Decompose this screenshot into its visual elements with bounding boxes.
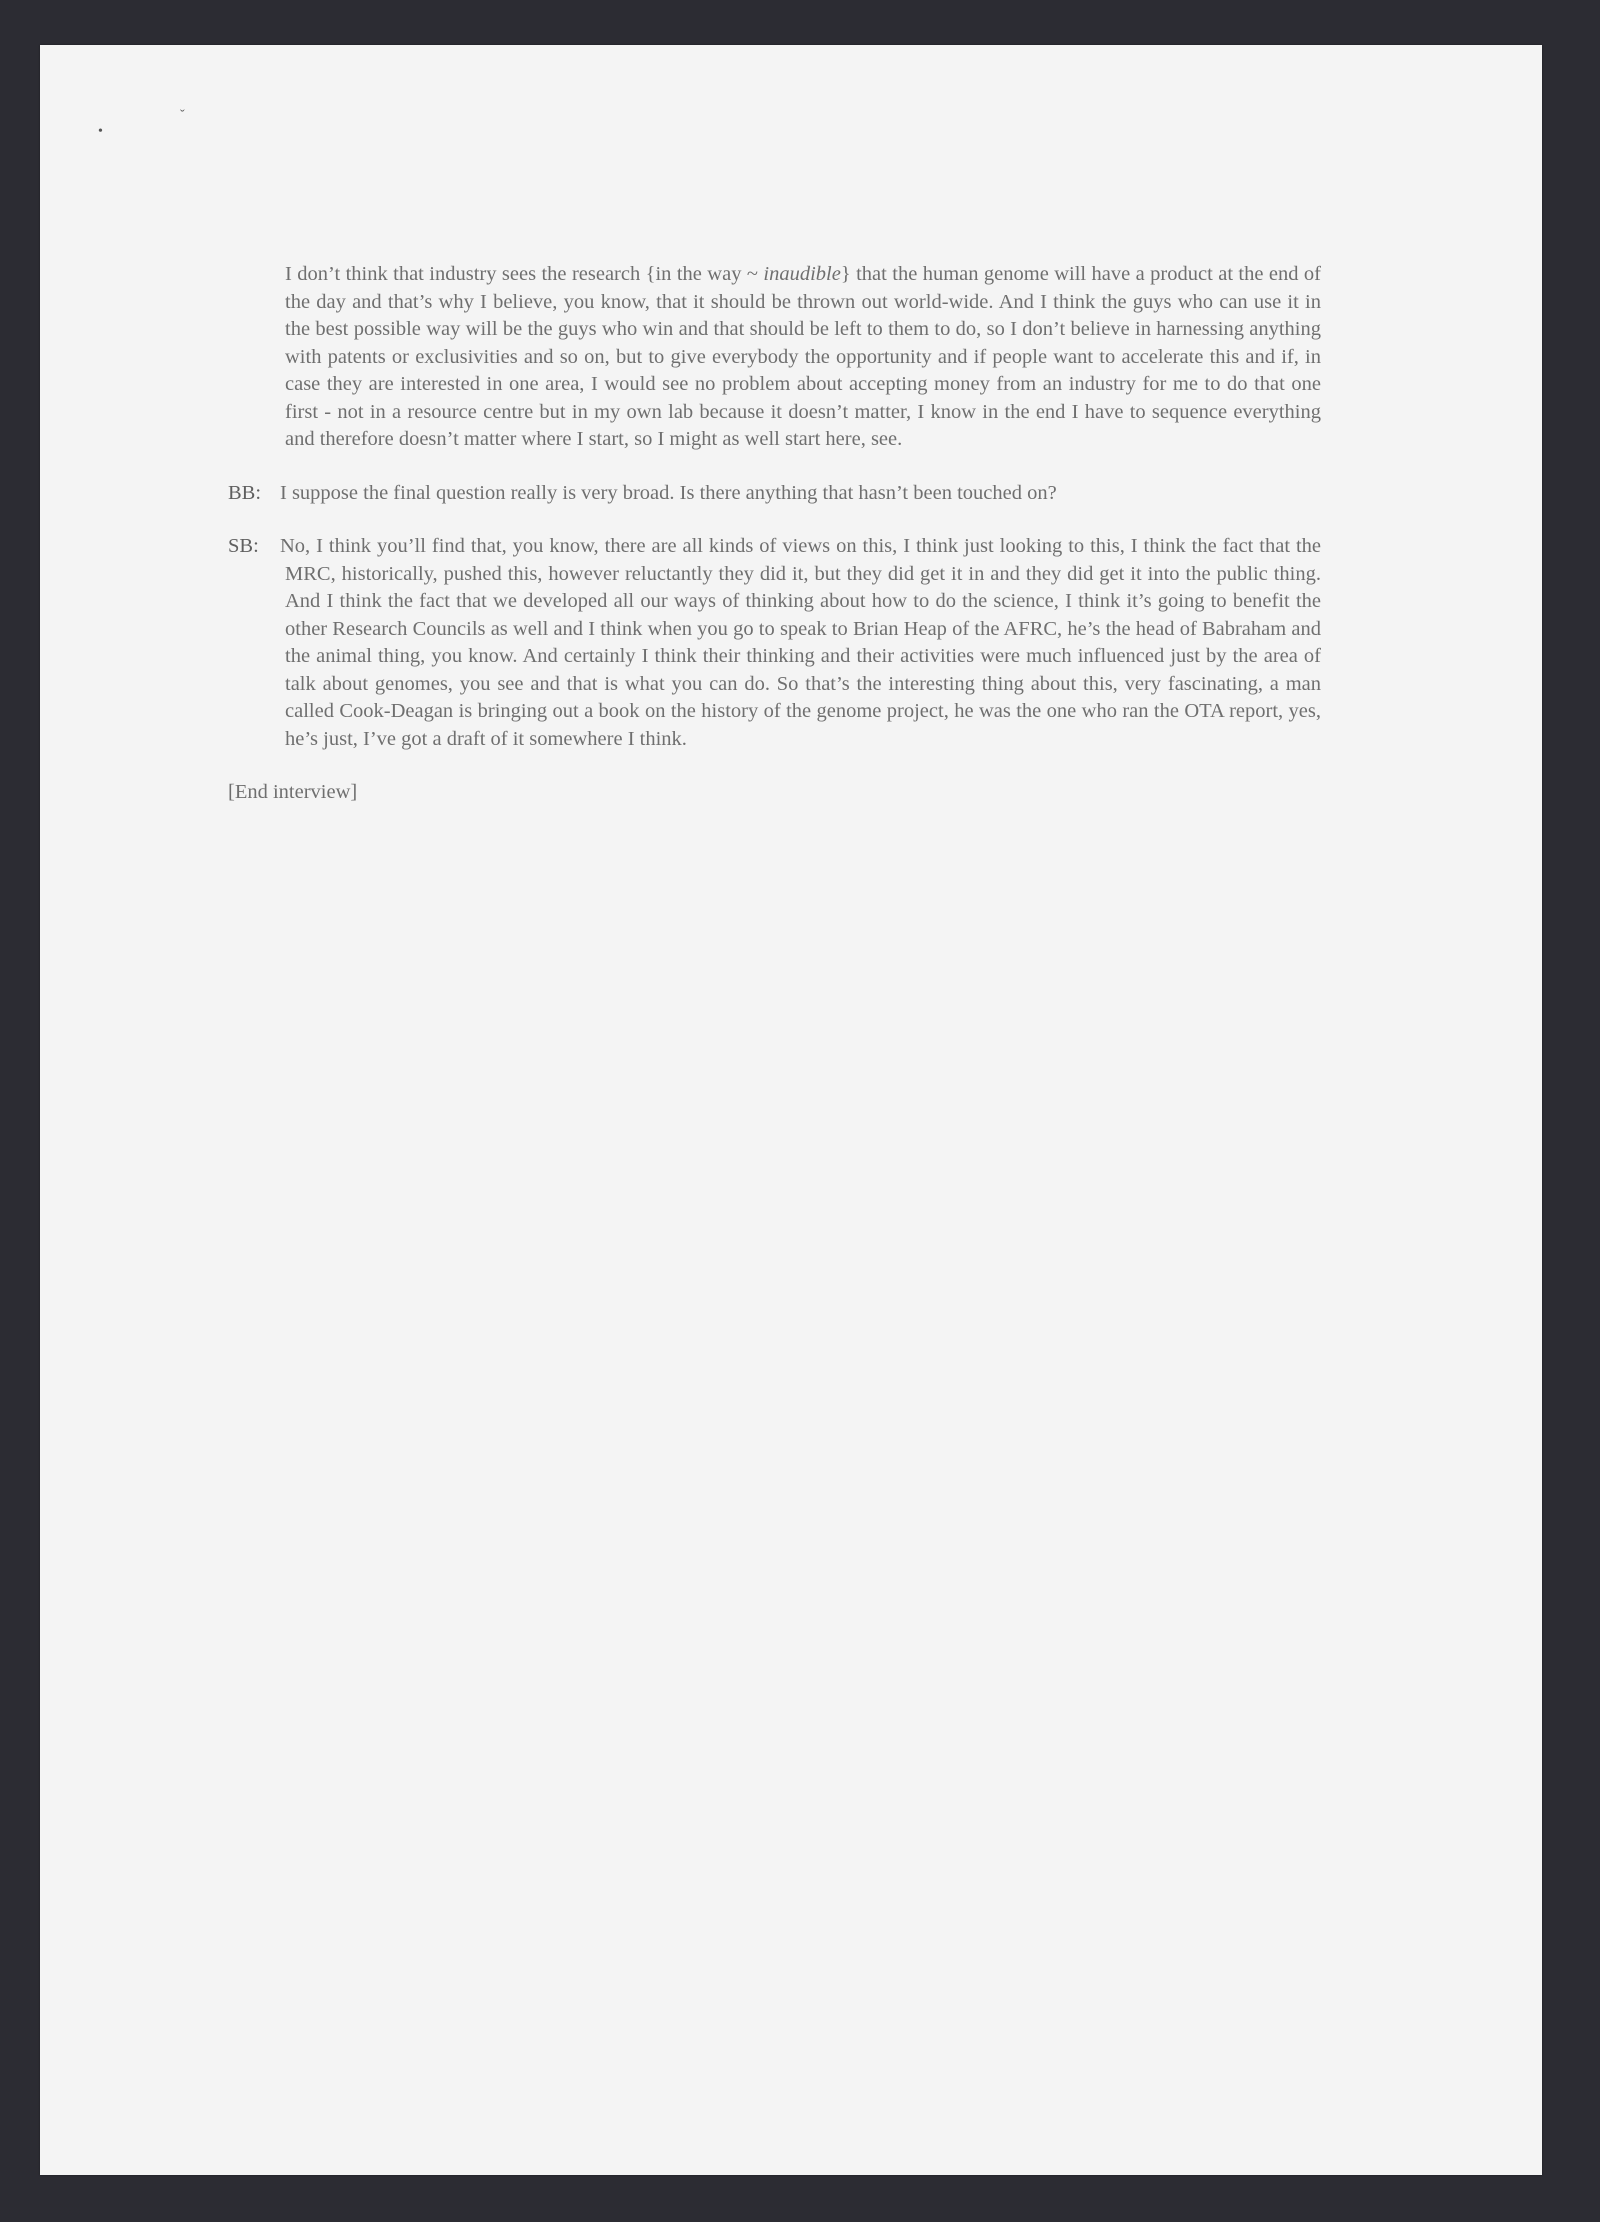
exchange-text: I suppose the final question really is very broad. Is there anything that hasn’t been touched on? xyxy=(280,481,1057,504)
speaker-label: SB: xyxy=(228,535,259,557)
inaudible-note: inaudible xyxy=(763,263,841,285)
continuation-paragraph xyxy=(228,261,1321,454)
end-interview-note: [End interview] xyxy=(228,781,358,803)
paragraph-text-start: I don’t think that industry sees the research {in the way ~ xyxy=(285,263,764,285)
transcript-body xyxy=(228,261,1321,807)
paragraph-text-end: } that the human genome will have a product at the end of the day and that’s why I believe, you know, that it should be thrown out world-wide. And I think the guys who can use it in the best possible way will be the guys who win and that should be left to them to do, so I don’t believe in harnessing anything with patents or exclusivities and so on, but to give everybody the opportunity and if people want to accelerate this and if, in case they are interested in one area, I would see no problem about accepting money from an industry for me to do that one first - not in a resource centre but in my own lab because it doesn’t matter, I know in the end I have to sequence everything and therefore doesn’t matter where I start, so I might as well start here, see. xyxy=(285,263,1321,450)
exchange-text: No, I think you’ll find that, you know, there are all kinds of views on this, I think just looking to this, I think the fact that the MRC, historically, pushed this, however reluctantly they did it, but they did get it in and they did get it into the public thing. And I think the fact that we developed all our ways of thinking about how to do the science, I think it’s going to benefit the other Research Councils as well and I think when you go to speak to Brian Heap of the AFRC, he’s the head of Babraham and the animal thing, you know. And certainly I think their thinking and their activities were much influenced just by the area of talk about genomes, you see and that is what you can do. So that’s the interesting thing about this, very fascinating, a man called Cook-Deagan is bringing out a book on the history of the genome project, he was the one who ran the OTA report, yes, he’s just, I’ve got a draft of it somewhere I think. xyxy=(280,535,1321,750)
check-mark: ˇ xyxy=(180,108,185,123)
speck-mark: • xyxy=(98,124,103,139)
speaker-label: BB: xyxy=(228,481,262,504)
document-page xyxy=(40,45,1542,2175)
exchange-sb xyxy=(228,533,1321,753)
exchange-bb xyxy=(228,480,1321,508)
